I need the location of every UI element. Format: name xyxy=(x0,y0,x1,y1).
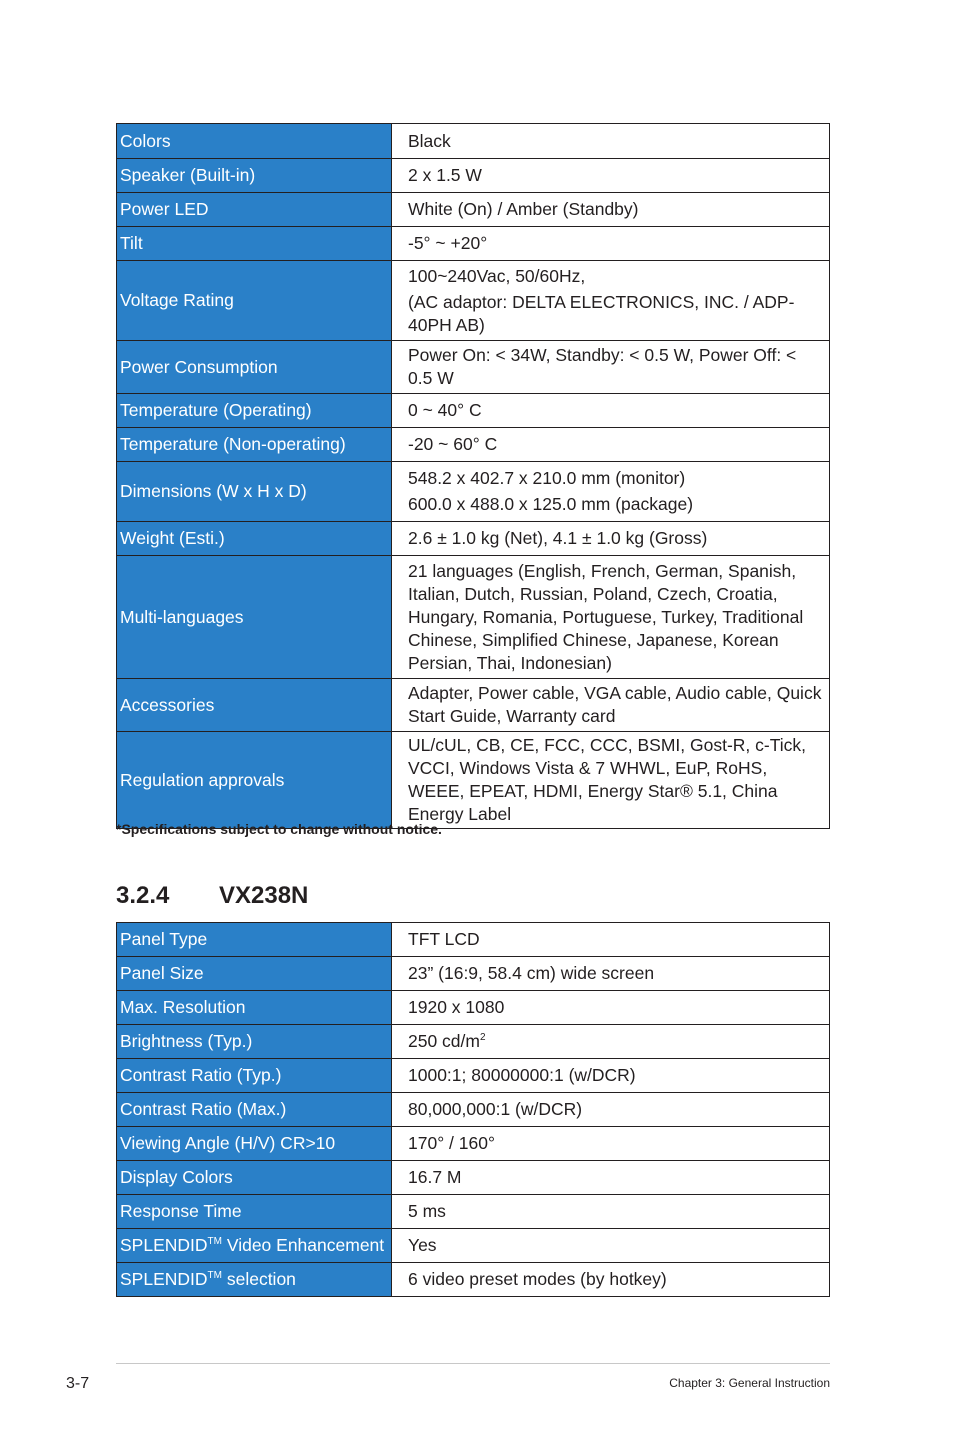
spec-value: 21 languages (English, French, German, Spanish, Italian, Dutch, Russian, Poland, Czech, Croatia, Hungary, Romania, Portuguese, Turkey, Traditional Chinese, Simplified Chinese, Japanese, Korean Persian, Thai, Indonesian) xyxy=(392,556,830,679)
spec-label: Contrast Ratio (Typ.) xyxy=(117,1059,392,1093)
section-number: 3.2.4 xyxy=(116,882,170,909)
spec-value: Yes xyxy=(392,1229,830,1263)
table-row xyxy=(117,556,830,679)
spec-label: Power Consumption xyxy=(117,341,392,394)
table-row xyxy=(117,1025,830,1059)
spec-label: Max. Resolution xyxy=(117,991,392,1025)
superscript: 2 xyxy=(479,1032,486,1044)
spec-table-1 xyxy=(116,123,830,829)
table-row xyxy=(117,1127,830,1161)
table-row xyxy=(117,227,830,261)
spec-label: Display Colors xyxy=(117,1161,392,1195)
table-row xyxy=(117,679,830,732)
spec-label: Panel Size xyxy=(117,957,392,991)
spec-label xyxy=(117,1263,392,1297)
table-row xyxy=(117,159,830,193)
trademark-sup: TM xyxy=(207,1270,222,1282)
table-row xyxy=(117,1093,830,1127)
spec-value: White (On) / Amber (Standby) xyxy=(392,193,830,227)
spec-label: Colors xyxy=(117,124,392,159)
spec-value: Adapter, Power cable, VGA cable, Audio cable, Quick Start Guide, Warranty card xyxy=(392,679,830,732)
spec-label-rest: Video Enhancement xyxy=(221,1235,385,1255)
spec-label: Dimensions (W x H x D) xyxy=(117,462,392,522)
spec-value: 23” (16:9, 58.4 cm) wide screen xyxy=(392,957,830,991)
spec-label: Temperature (Non-operating) xyxy=(117,428,392,462)
section-title: VX238N xyxy=(219,882,309,909)
spec-value: Black xyxy=(392,124,830,159)
spec-label: Panel Type xyxy=(117,923,392,957)
spec-label: Power LED xyxy=(117,193,392,227)
spec-value-line: 100~240Vac, 50/60Hz, xyxy=(408,265,586,286)
spec-value: -20 ~ 60° C xyxy=(392,428,830,462)
spec-value xyxy=(392,1025,830,1059)
table-row xyxy=(117,462,830,522)
spec-value: 80,000,000:1 (w/DCR) xyxy=(392,1093,830,1127)
spec-label-text: SPLENDID xyxy=(120,1269,208,1289)
spec-value xyxy=(392,261,830,341)
table-row xyxy=(117,261,830,341)
trademark-sup: TM xyxy=(207,1236,222,1248)
spec-value: 1000:1; 80000000:1 (w/DCR) xyxy=(392,1059,830,1093)
spec-label: Weight (Esti.) xyxy=(117,522,392,556)
spec-footnote: *Specifications subject to change without notice. xyxy=(116,821,442,837)
spec-value: 0 ~ 40° C xyxy=(392,394,830,428)
table-row xyxy=(117,124,830,159)
table-row xyxy=(117,1161,830,1195)
spec-value: 1920 x 1080 xyxy=(392,991,830,1025)
table-row xyxy=(117,991,830,1025)
spec-label xyxy=(117,1229,392,1263)
spec-value: 6 video preset modes (by hotkey) xyxy=(392,1263,830,1297)
spec-label: Viewing Angle (H/V) CR>10 xyxy=(117,1127,392,1161)
spec-value-line: 600.0 x 488.0 x 125.0 mm (package) xyxy=(408,494,694,514)
spec-value-line: 548.2 x 402.7 x 210.0 mm (monitor) xyxy=(408,468,686,488)
section-heading xyxy=(116,882,308,910)
table-row xyxy=(117,428,830,462)
table-row xyxy=(117,1229,830,1263)
chapter-title: Chapter 3: General Instruction xyxy=(669,1376,830,1390)
table-row xyxy=(117,1263,830,1297)
spec-label: Voltage Rating xyxy=(117,261,392,341)
spec-value: 2.6 ± 1.0 kg (Net), 4.1 ± 1.0 kg (Gross) xyxy=(392,522,830,556)
table-row xyxy=(117,1195,830,1229)
spec-value: 2 x 1.5 W xyxy=(392,159,830,193)
spec-label: Brightness (Typ.) xyxy=(117,1025,392,1059)
spec-table-2 xyxy=(116,922,830,1297)
spec-label: Response Time xyxy=(117,1195,392,1229)
table-row xyxy=(117,957,830,991)
spec-value: 16.7 M xyxy=(392,1161,830,1195)
spec-value: 5 ms xyxy=(392,1195,830,1229)
table-row xyxy=(117,193,830,227)
table-row xyxy=(117,522,830,556)
spec-label: Multi-languages xyxy=(117,556,392,679)
spec-value: Power On: < 34W, Standby: < 0.5 W, Power Off: < 0.5 W xyxy=(392,341,830,394)
spec-value xyxy=(392,462,830,522)
page-number: 3-7 xyxy=(66,1375,90,1392)
table-row xyxy=(117,923,830,957)
spec-value: UL/cUL, CB, CE, FCC, CCC, BSMI, Gost-R, c-Tick, VCCI, Windows Vista & 7 WHWL, EuP, RoHS, WEEE, EPEAT, HDMI, Energy Star® 5.1, China Energy Label xyxy=(392,732,830,829)
spec-label-rest: selection xyxy=(221,1269,296,1289)
spec-value-text: 250 cd/m xyxy=(408,1031,480,1051)
spec-value-line: (AC adaptor: DELTA ELECTRONICS, INC. / ADP-40PH AB) xyxy=(408,291,795,335)
table-row xyxy=(117,341,830,394)
spec-value: 170° / 160° xyxy=(392,1127,830,1161)
spec-label: Contrast Ratio (Max.) xyxy=(117,1093,392,1127)
spec-label: Accessories xyxy=(117,679,392,732)
spec-label: Speaker (Built-in) xyxy=(117,159,392,193)
table-row xyxy=(117,1059,830,1093)
spec-value: TFT LCD xyxy=(392,923,830,957)
spec-label: Temperature (Operating) xyxy=(117,394,392,428)
spec-label-text: SPLENDID xyxy=(120,1235,208,1255)
table-row xyxy=(117,394,830,428)
table-row xyxy=(117,732,830,829)
spec-label: Tilt xyxy=(117,227,392,261)
spec-value: -5° ~ +20° xyxy=(392,227,830,261)
footer-divider xyxy=(116,1363,830,1364)
spec-label: Regulation approvals xyxy=(117,732,392,829)
